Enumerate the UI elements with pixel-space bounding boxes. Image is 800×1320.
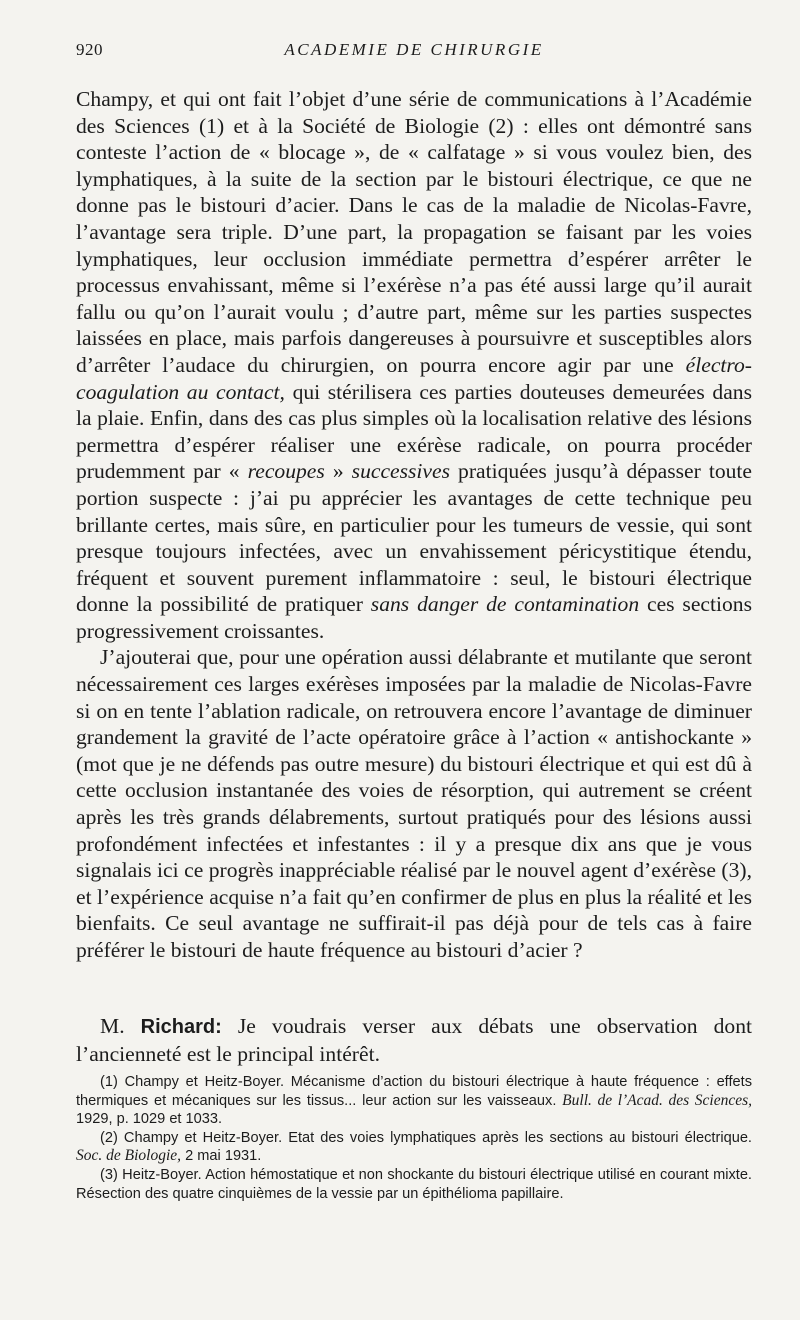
paragraph-1-text-d: pratiquées jusqu’à dépasser toute portion suspecte : j’ai pu apprécier les avantages de cette technique peu brillante certes, mais sûre, en particulier pour les tumeurs de vessie, qui sont presque toujours infectées, avec un envahissement péricystitique étendu, fréquent et souvent purement inflammatoire : seul, le bistouri électrique donne la possibilité de pratiquer [76,459,752,617]
speaker-paragraph [76,1013,752,1068]
speaker-prefix: M. [100,1013,141,1038]
footnote-2-tail: 2 mai 1931. [181,1148,262,1165]
paragraph-1-text-e: ces sections progressivement croissantes. [76,592,752,643]
paragraph-1-text-b: qui stérilisera ces parties douteuses demeurées dans la plaie. Enfin, dans des cas plus simples où la localisation relative des lésions permettra d’espérer réaliser une exérèse radicale, on pourra procéder prudemment par « [76,379,752,484]
page-number: 920 [76,40,103,59]
emphasis-sans-danger: sans danger de contamination [370,592,640,617]
footnote-2-text: (2) Champy et Heitz-Boyer. Etat des voies lymphatiques après les sections au bistouri électrique. [100,1129,752,1146]
footnote-1-tail: 1929, p. 1029 et 1033. [76,1111,223,1128]
footnote-1-source: Bull. de l’Acad. des Sciences, [562,1091,752,1109]
footnote-2 [76,1129,752,1166]
footnotes [76,1073,752,1203]
paragraph-1-text-a: Champy, et qui ont fait l’objet d’une série de communications à l’Académie des Sciences (1) et à la Société de Biologie (2) : elles ont démontré sans conteste l’action de « blocage », de « calfatage » si vous voulez bien, des lymphatiques, à la suite de la section par le bistouri électrique, ce que ne donne pas le bistouri d’acier. Dans le cas de la maladie de Nicolas-Favre, l’avantage sera triple. D’une part, la propagation se faisant par les voies lymphatiques, leur occlusion immédiate permettra d’espérer arrêter le processus envahissant, même si l’exérèse n’a pas été aussi large qu’il aurait fallu ou qu’on l’aurait voulu ; d’autre part, même sur les parties suspectes laissées en place, mais parfois dangereuses à poursuivre et susceptibles alors d’arrêter l’audace du chirurgien, on pourra encore agir par une [76,87,752,377]
paragraph-1 [76,86,752,644]
emphasis-electro-coagulation: électro-coagulation au contact, [76,352,752,404]
body-text [76,86,752,964]
paragraph-2: J’ajouterai que, pour une opération aussi délabrante et mutilante que seront nécessairement ces larges exérèses imposées par la maladie de Nicolas-Favre si on en tente l’ablation radicale, on retrouvera encore l’avantage de diminuer grandement la gravité de l’acte opératoire grâce à l’action « antishockante » (mot que je ne défends pas outre mesure) du bistouri électrique et qui est dû à cette occlusion instantanée des voies de résorption, qui autrement se créent après les très grands délabrements, surtout pratiqués pour des lésions aussi profondément infectées et infestantes : il y a presque dix ans que je vous signalais ici ce progrès inappréciable réalisé par le nouvel agent d’exérèse (3), et l’expérience acquise n’a fait qu’en confirmer de plus en plus la réalité et les bienfaits. Ce seul avantage ne suffirait-il pas déjà pour de tels cas à faire préférer le bistouri de haute fréquence au bistouri d’acier ? [76,645,752,962]
emphasis-successives: successives [351,459,451,484]
speaker-name: Richard [140,1015,216,1038]
footnote-2-source: Soc. de Biologie, [76,1147,182,1165]
emphasis-recoupes: recoupes [247,459,325,484]
speaker-text: Je voudrais verser aux débats une observation dont l’ancienneté est le principal intérêt. [76,1013,752,1066]
speaker-colon: : [215,1015,222,1038]
footnote-1 [76,1073,752,1129]
page-header [76,40,752,64]
paragraph-1-text-c: » [324,459,352,484]
footnote-3-text: (3) Heitz-Boyer. Action hémostatique et non shockante du bistouri électrique utilisé en courant mixte. Résection des quatre cinquièmes de la vessie par un épithélioma papillaire. [76,1166,752,1202]
footnote-3 [76,1166,752,1203]
running-head: ACADEMIE DE CHIRURGIE [284,40,544,59]
footnote-1-text: (1) Champy et Heitz-Boyer. Mécanisme d’action du bistouri électrique à haute fréquence : effets thermiques et mécaniques sur les tissus... leur action sur les vaisseaux. [76,1074,752,1109]
